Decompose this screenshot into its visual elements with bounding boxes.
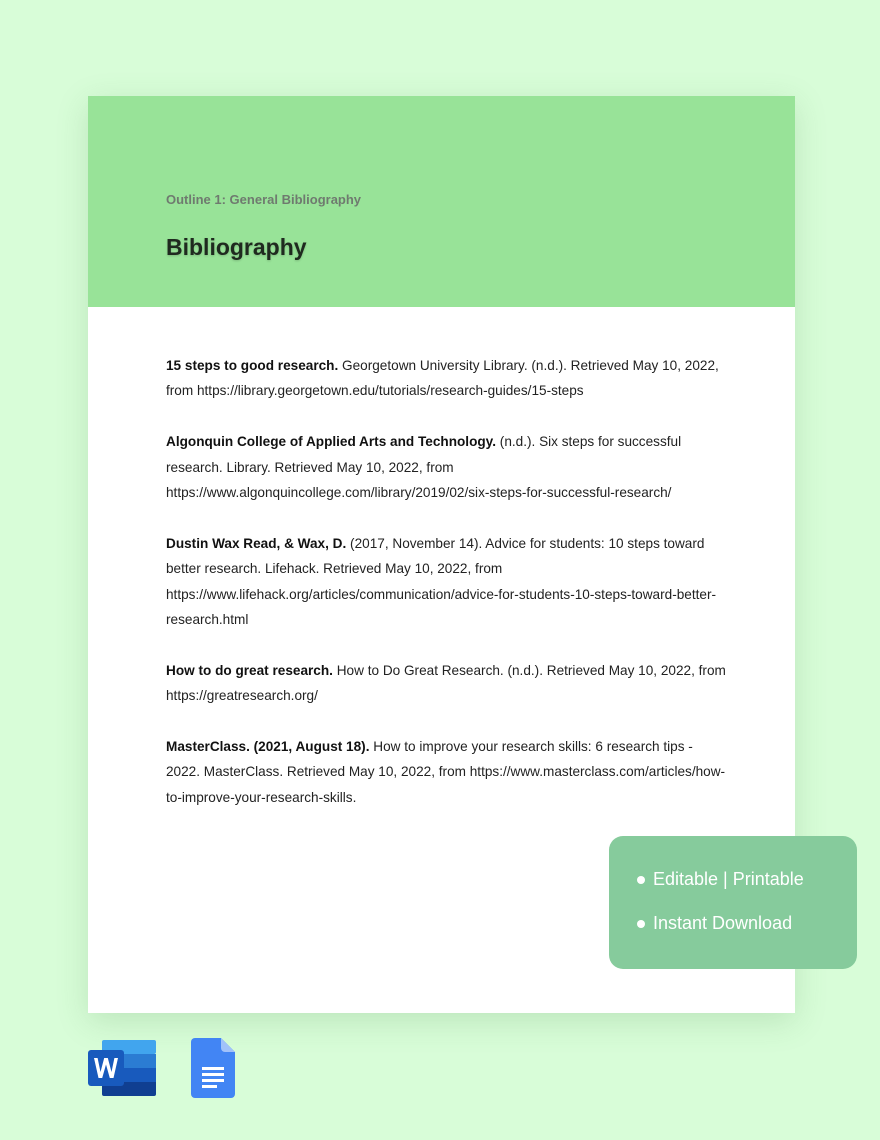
entry-details: (2017, November 14). Advice for students: 10 steps toward better research. Lifehack. Retrieved May 10, 2022, from https://www.lifehack.org/articles/communication/advice-for-students-10-steps-toward-better-research.html — [166, 535, 717, 628]
bibliography-entry — [166, 531, 726, 633]
entry-source: 15 steps to good research. — [166, 358, 339, 373]
bibliography-entry — [166, 734, 726, 810]
document-title: Bibliography — [166, 234, 307, 260]
entry-source: Algonquin College of Applied Arts and Technology. — [166, 434, 497, 450]
entry-details: Georgetown University Library. (n.d.). Retrieved May 10, 2022, from https://library.georgetown.edu/tutorials/research-guides/15-steps — [166, 358, 719, 399]
bullet-icon — [637, 876, 645, 884]
bibliography-entry — [166, 658, 726, 709]
entry-details: (n.d.). Six steps for successful research. Library. Retrieved May 10, 2022, from https://www.algonquincollege.com/library/2019/02/six-steps-for-successful-research/ — [166, 434, 682, 501]
entry-details: How to improve your research skills: 6 research tips - 2022. MasterClass. Retrieved May 10, 2022, from https://www.masterclass.com/articles/how-to-improve-your-research-skills. — [166, 739, 726, 805]
microsoft-word-icon[interactable] — [88, 1038, 156, 1098]
bibliography-list — [166, 353, 726, 836]
entry-source: Dustin Wax Read, & Wax, D. — [166, 535, 347, 551]
feature-item — [637, 913, 792, 934]
bibliography-entry — [166, 429, 726, 505]
google-docs-icon[interactable] — [191, 1038, 235, 1098]
document-subtitle: Outline 1: General Bibliography — [166, 192, 362, 207]
bullet-icon — [637, 920, 645, 928]
feature-label: Instant Download — [653, 913, 793, 933]
document-header — [88, 96, 795, 307]
bibliography-entry — [166, 353, 726, 404]
feature-item — [637, 869, 804, 890]
entry-details: How to Do Great Research. (n.d.). Retrieved May 10, 2022, from https://greatresearch.org/ — [166, 662, 726, 704]
feature-label: Editable | Printable — [653, 869, 804, 889]
features-badge — [609, 836, 857, 969]
entry-source: How to do great research. — [166, 662, 333, 678]
entry-source: MasterClass. (2021, August 18). — [166, 739, 370, 755]
